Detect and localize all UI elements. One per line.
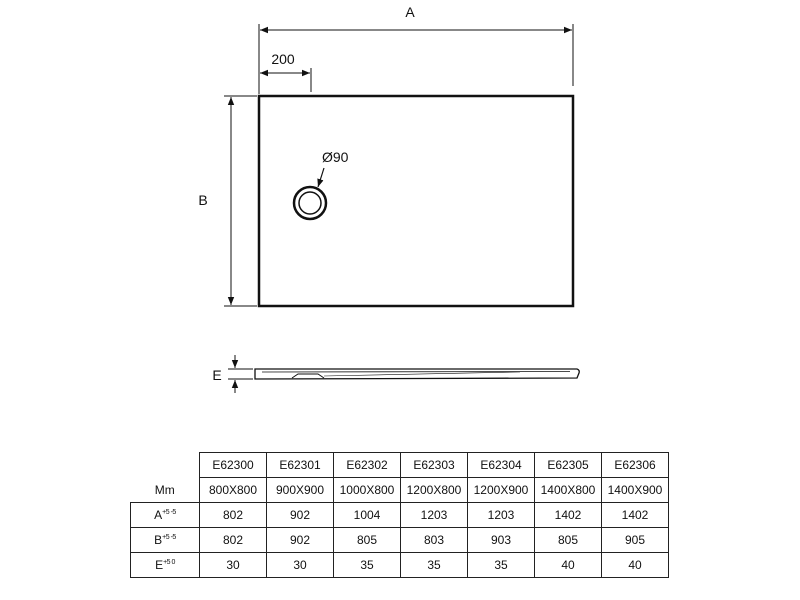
tolerance-sup: +5 -5 — [162, 509, 176, 516]
model-code-cell: E62306 — [602, 453, 669, 478]
spec-table — [130, 452, 669, 578]
model-code-cell: E62300 — [200, 453, 267, 478]
value-cell: 35 — [468, 553, 535, 578]
tolerance-sup: +5 -5 — [162, 534, 176, 541]
row-label-b — [131, 528, 200, 553]
row-label-a — [131, 503, 200, 528]
value-cell: 35 — [334, 553, 401, 578]
row-label-text: B — [154, 533, 163, 547]
model-code-cell: E62305 — [535, 453, 602, 478]
size-cell: 1400X800 — [535, 478, 602, 503]
value-cell: 1203 — [401, 503, 468, 528]
value-cell: 35 — [401, 553, 468, 578]
dim-200-label: 200 — [271, 51, 295, 67]
model-code-cell: E62304 — [468, 453, 535, 478]
size-cell: 1200X800 — [401, 478, 468, 503]
value-cell: 805 — [535, 528, 602, 553]
drain-diameter-label: Ø90 — [322, 149, 349, 165]
table-row-models — [131, 453, 669, 478]
value-cell: 805 — [334, 528, 401, 553]
value-cell: 905 — [602, 528, 669, 553]
value-cell: 803 — [401, 528, 468, 553]
dim-b-label: B — [198, 192, 208, 208]
size-cell: 1200X900 — [468, 478, 535, 503]
table-row — [131, 503, 669, 528]
units-label: Mm — [154, 482, 175, 497]
drain-circle — [294, 187, 326, 219]
value-cell: 1203 — [468, 503, 535, 528]
size-cell: 1000X800 — [334, 478, 401, 503]
model-code-cell: E62301 — [267, 453, 334, 478]
dim-e-label: E — [212, 367, 222, 383]
value-cell: 30 — [200, 553, 267, 578]
value-cell: 30 — [267, 553, 334, 578]
drain-leader — [318, 168, 324, 187]
value-cell: 40 — [602, 553, 669, 578]
value-cell: 40 — [535, 553, 602, 578]
value-cell: 1402 — [602, 503, 669, 528]
row-label-e — [131, 553, 200, 578]
model-code-cell: E62302 — [334, 453, 401, 478]
value-cell: 802 — [200, 503, 267, 528]
value-cell: 902 — [267, 503, 334, 528]
row-label-text: A — [154, 508, 163, 522]
size-cell: 800X800 — [200, 478, 267, 503]
value-cell: 1004 — [334, 503, 401, 528]
value-cell: 1402 — [535, 503, 602, 528]
tray-top-view — [259, 96, 573, 306]
tray-side-profile — [255, 369, 579, 379]
table-row-sizes — [131, 478, 669, 503]
value-cell: 802 — [200, 528, 267, 553]
size-cell: 1400X900 — [602, 478, 669, 503]
table-row — [131, 553, 669, 578]
corner-cell — [131, 453, 200, 478]
dim-a-label: A — [405, 4, 415, 20]
value-cell: 903 — [468, 528, 535, 553]
size-cell: 900X900 — [267, 478, 334, 503]
tolerance-sup: +5 0 — [163, 559, 175, 566]
table-row — [131, 528, 669, 553]
value-cell: 902 — [267, 528, 334, 553]
model-code-cell: E62303 — [401, 453, 468, 478]
row-label-text: E — [155, 558, 164, 572]
